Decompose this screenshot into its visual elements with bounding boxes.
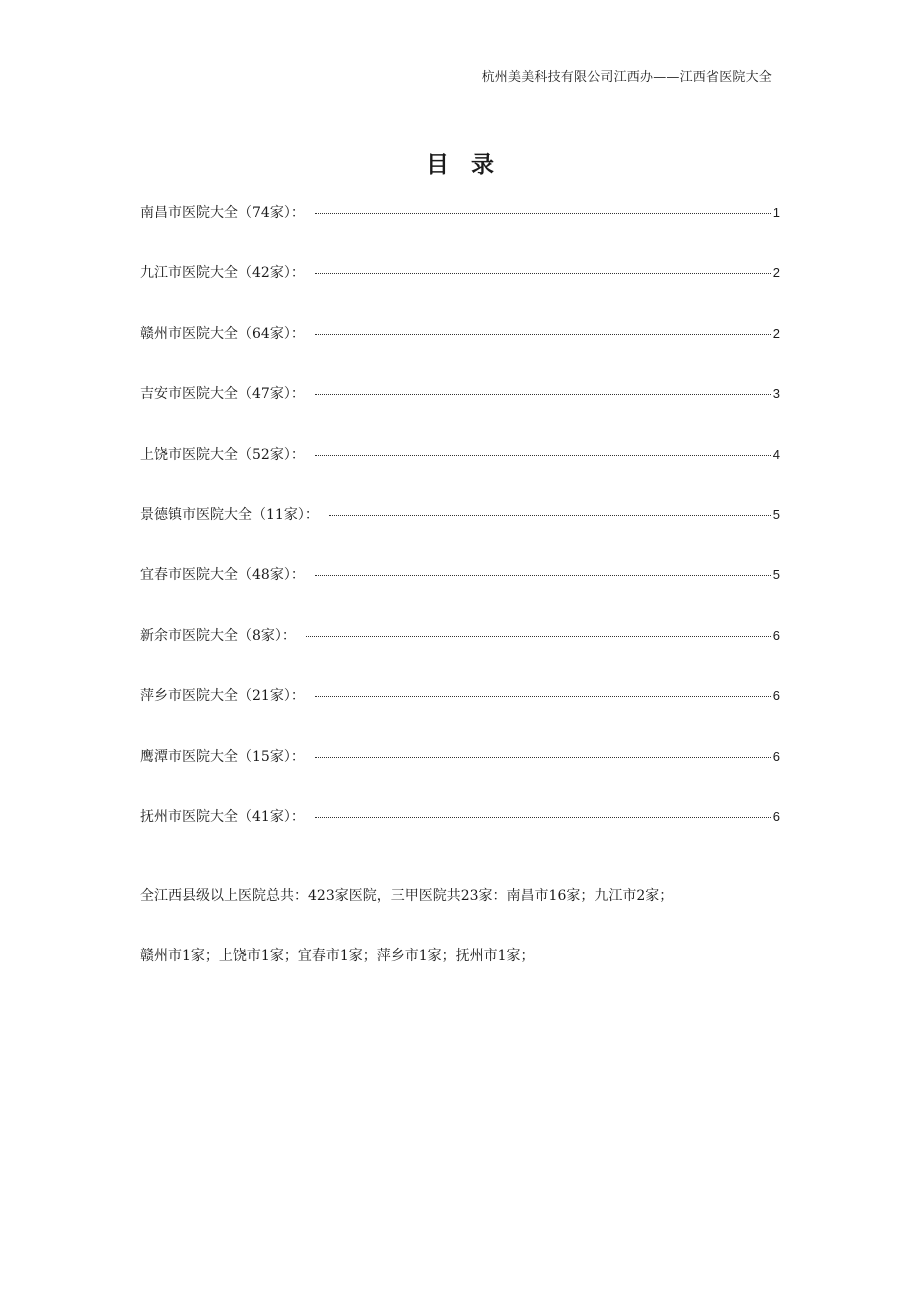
toc-entry-nanchang[interactable]	[140, 202, 780, 262]
toc-dot-leader	[329, 515, 771, 516]
toc-entry-label: 鹰潭市医院大全（15家）：	[140, 748, 305, 765]
toc-entry-fuzhou[interactable]	[140, 806, 780, 866]
toc-entry-jingdezhen[interactable]	[140, 504, 780, 564]
toc-dot-leader	[315, 213, 771, 214]
summary-line-2: 赣州市1家；上饶市1家；宜春市1家；萍乡市1家；抚州市1家；	[140, 948, 535, 964]
toc-entry-pingxiang[interactable]	[140, 685, 780, 745]
toc-dot-leader	[315, 696, 771, 697]
toc-entry-label: 上饶市医院大全（52家）：	[140, 446, 305, 463]
toc-page-number: 2	[772, 325, 780, 341]
toc-entry-label: 景德镇市医院大全（11家）：	[140, 506, 319, 523]
toc-entry-xinyu[interactable]	[140, 625, 780, 685]
toc-list	[140, 202, 780, 866]
toc-dot-leader	[315, 334, 771, 335]
toc-dot-leader	[315, 455, 771, 456]
toc-page-number: 6	[772, 627, 780, 643]
toc-page-number: 5	[772, 506, 780, 522]
toc-entry-label: 宜春市医院大全（48家）：	[140, 567, 305, 584]
toc-page-number: 2	[772, 265, 780, 281]
toc-dot-leader	[306, 636, 771, 637]
toc-entry-label: 抚州市医院大全（41家）：	[140, 808, 305, 825]
toc-entry-label: 新余市医院大全（8家）：	[140, 627, 296, 644]
toc-entry-yingtan[interactable]	[140, 746, 780, 806]
toc-entry-label: 吉安市医院大全（47家）：	[140, 386, 305, 403]
summary-line-1: 全江西县级以上医院总共：423家医院，三甲医院共23家：南昌市16家；九江市2家；	[140, 888, 674, 904]
toc-dot-leader	[315, 575, 771, 576]
running-header: 杭州美美科技有限公司江西办——江西省医院大全	[481, 70, 772, 85]
toc-entry-jian[interactable]	[140, 383, 780, 443]
toc-page-number: 6	[772, 748, 780, 764]
summary-paragraph	[140, 866, 800, 986]
toc-dot-leader	[315, 273, 771, 274]
toc-page-number: 6	[772, 688, 780, 704]
toc-page-number: 3	[772, 386, 780, 402]
toc-page-number: 5	[772, 567, 780, 583]
toc-entry-label: 南昌市医院大全（74家）：	[140, 205, 305, 221]
toc-page-number: 4	[772, 446, 780, 462]
toc-title: 目录	[426, 151, 516, 178]
toc-entry-ganzhou[interactable]	[140, 323, 780, 383]
toc-entry-jiujiang[interactable]	[140, 262, 780, 322]
toc-entry-label: 赣州市医院大全（64家）：	[140, 325, 305, 342]
toc-entry-label: 九江市医院大全（42家）：	[140, 265, 305, 282]
toc-dot-leader	[315, 394, 771, 395]
toc-page-number: 6	[772, 808, 780, 824]
toc-entry-yichun[interactable]	[140, 564, 780, 624]
toc-dot-leader	[315, 817, 771, 818]
toc-dot-leader	[315, 757, 771, 758]
toc-entry-label: 萍乡市医院大全（21家）：	[140, 688, 305, 705]
toc-page-number: 1	[772, 205, 780, 220]
toc-entry-shangrao[interactable]	[140, 444, 780, 504]
